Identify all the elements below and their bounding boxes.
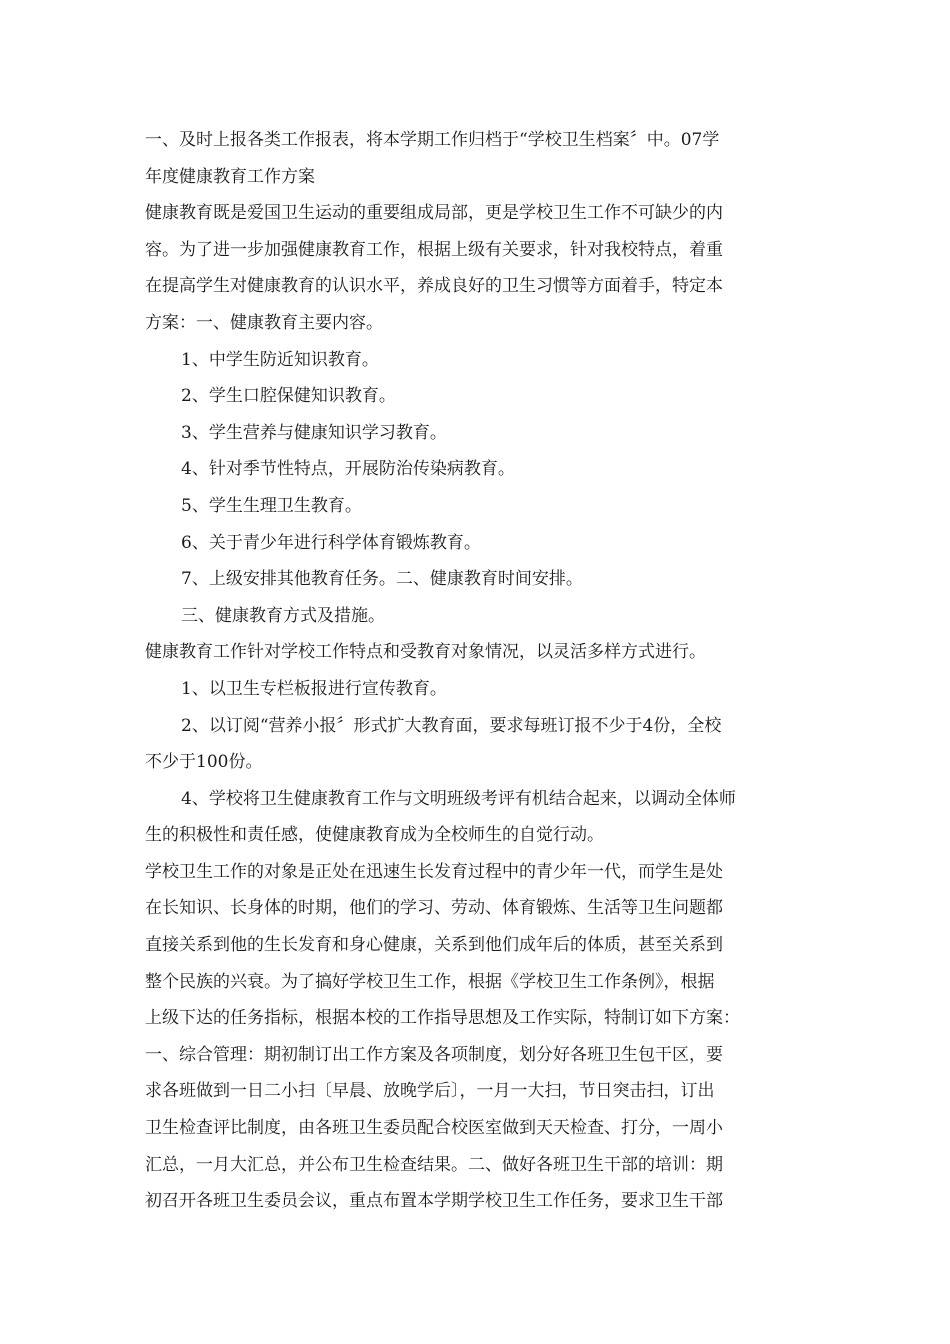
text-line: 直接关系到他的生长发育和身心健康，关系到他们成年后的体质，甚至关系到 bbox=[145, 935, 723, 956]
text-line: 2、学生口腔保健知识教育。 bbox=[181, 386, 396, 407]
text-line: 初召开各班卫生委员会议，重点布置本学期学校卫生工作任务，要求卫生干部 bbox=[145, 1191, 723, 1212]
text-line: 健康教育工作针对学校工作特点和受教育对象情况，以灵活多样方式进行。 bbox=[145, 642, 706, 663]
text-line: 生的积极性和责任感，使健康教育成为全校师生的自觉行动。 bbox=[145, 825, 604, 846]
text-line: 容。为了进一步加强健康教育工作，根据上级有关要求，针对我校特点，着重 bbox=[145, 239, 723, 260]
text-line: 4、针对季节性特点，开展防治传染病教育。 bbox=[181, 459, 515, 480]
document-body bbox=[145, 122, 805, 1220]
text-line: 在提高学生对健康教育的认识水平，养成良好的卫生习惯等方面着手，特定本 bbox=[145, 276, 723, 297]
text-line: 在长知识、长身体的时期，他们的学习、劳动、体育锻炼、生活等卫生问题都 bbox=[145, 898, 723, 919]
text-line: 三、健康教育方式及措施。 bbox=[181, 605, 385, 626]
text-line: 年度健康教育工作方案 bbox=[145, 166, 315, 187]
text-line: 6、关于青少年进行科学体育锻炼教育。 bbox=[181, 532, 481, 553]
text-line: 方案：一、健康教育主要内容。 bbox=[145, 312, 383, 333]
text-line: 卫生检查评比制度，由各班卫生委员配合校医室做到天天检查、打分，一周小 bbox=[145, 1118, 723, 1139]
text-line: 2、以订阅“营养小报〞形式扩大教育面，要求每班订报不少于4份，全校 bbox=[181, 715, 722, 736]
text-line: 一、综合管理：期初制订出工作方案及各项制度，划分好各班卫生包干区，要 bbox=[145, 1044, 723, 1065]
text-line: 求各班做到一日二小扫〔早晨、放晚学后〕，一月一大扫，节日突击扫，订出 bbox=[145, 1081, 715, 1102]
text-line: 健康教育既是爱国卫生运动的重要组成局部，更是学校卫生工作不可缺少的内 bbox=[145, 203, 723, 224]
text-line: 1、以卫生专栏板报进行宣传教育。 bbox=[181, 678, 447, 699]
text-line: 3、学生营养与健康知识学习教育。 bbox=[181, 422, 447, 443]
text-line: 整个民族的兴衰。为了搞好学校卫生工作，根据《学校卫生工作条例》，根据 bbox=[145, 971, 715, 992]
text-line: 汇总，一月大汇总，并公布卫生检查结果。二、做好各班卫生干部的培训：期 bbox=[145, 1154, 723, 1175]
text-line: 一、及时上报各类工作报表，将本学期工作归档于“学校卫生档案〞中。07学 bbox=[145, 130, 720, 150]
text-line: 7、上级安排其他教育任务。二、健康教育时间安排。 bbox=[181, 569, 583, 590]
text-line: 4、学校将卫生健康教育工作与文明班级考评有机结合起来，以调动全体师 bbox=[181, 788, 736, 809]
text-line: 上级下达的任务指标，根据本校的工作指导思想及工作实际，特制订如下方案： bbox=[145, 1008, 740, 1029]
text-line: 不少于100份。 bbox=[145, 752, 263, 773]
text-line: 1、中学生防近知识教育。 bbox=[181, 349, 379, 370]
text-line: 5、学生生理卫生教育。 bbox=[181, 495, 362, 516]
text-line: 学校卫生工作的对象是正处在迅速生长发育过程中的青少年一代，而学生是处 bbox=[145, 861, 723, 882]
